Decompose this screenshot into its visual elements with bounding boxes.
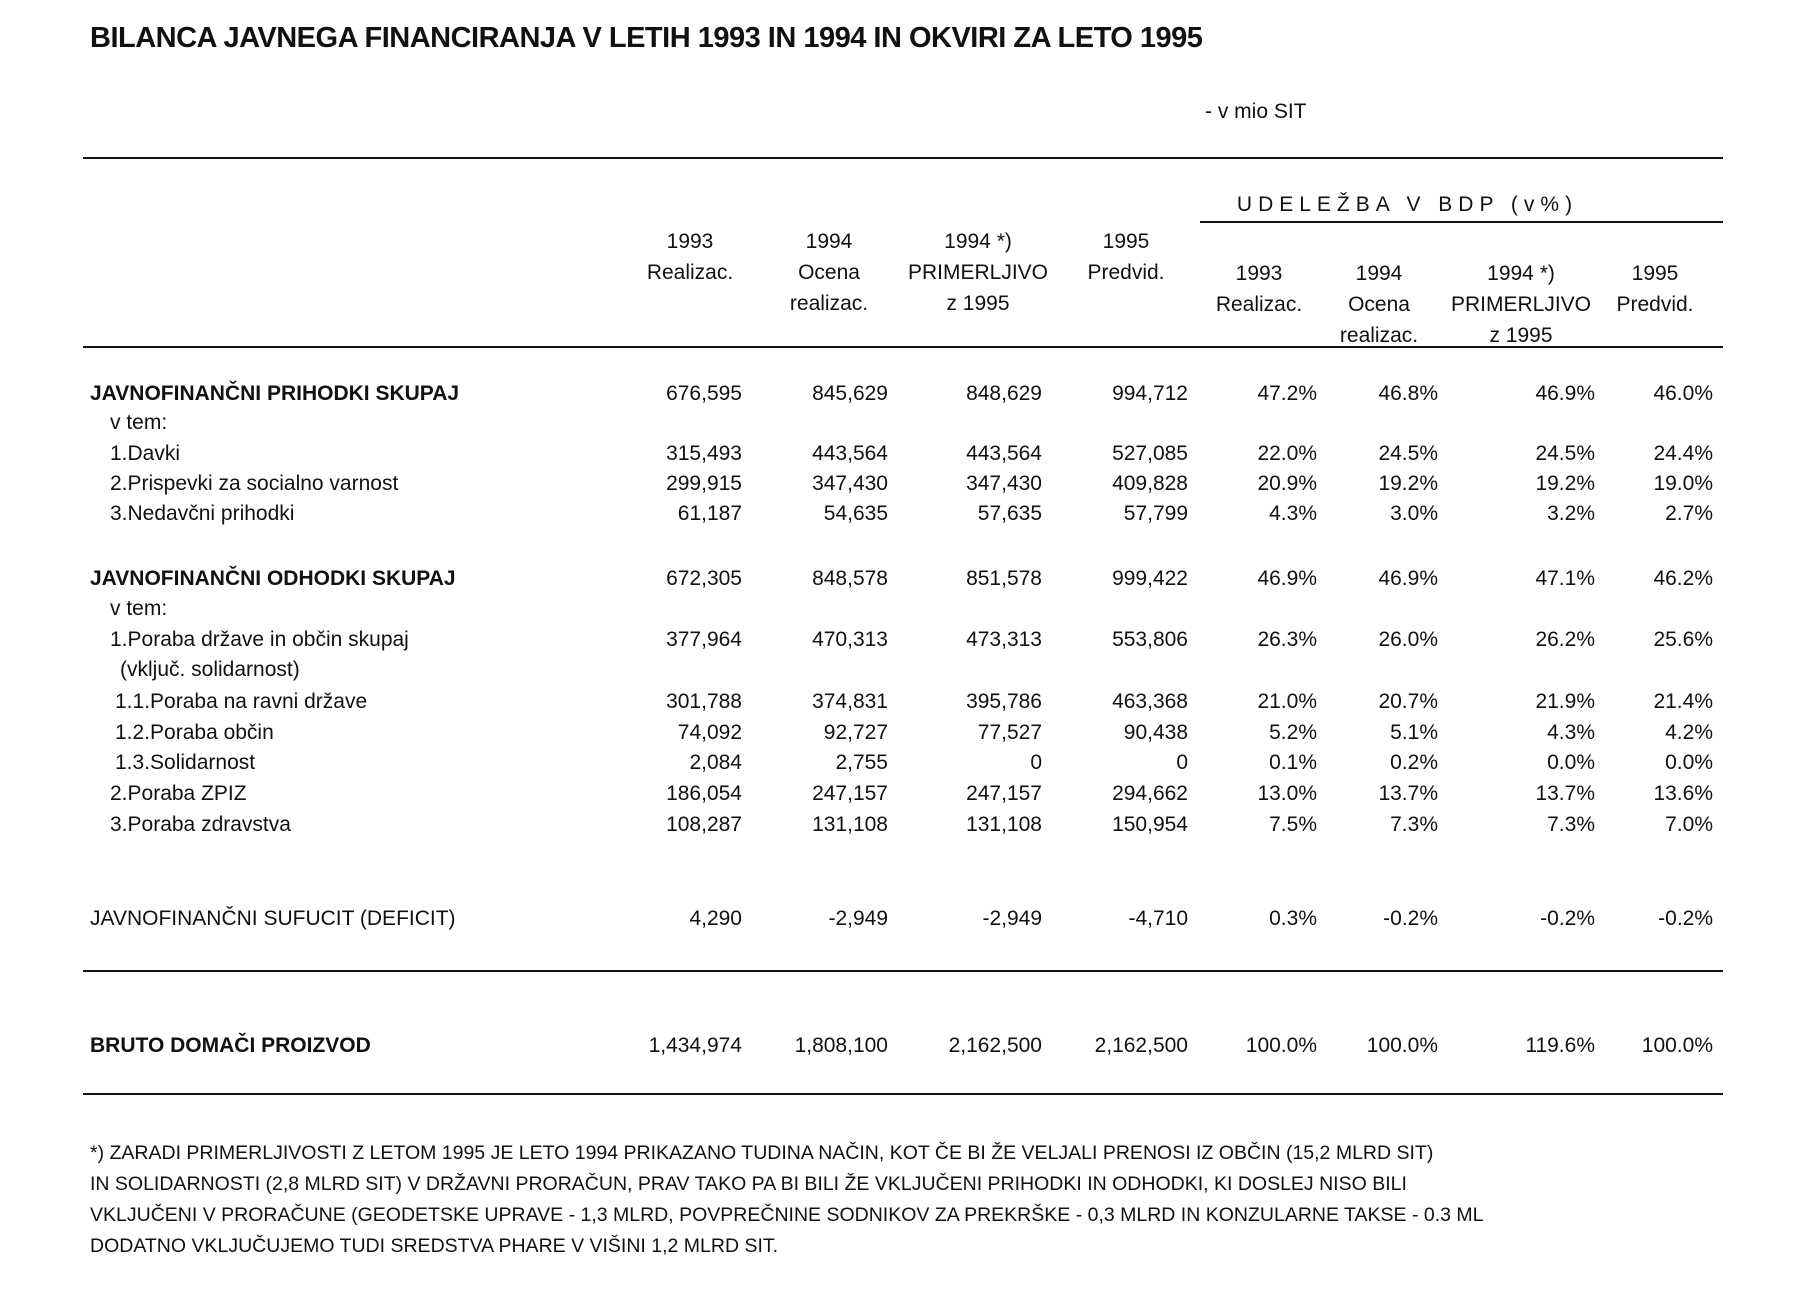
table-row	[0, 442, 1803, 472]
amount-cell: 74,092	[677, 721, 742, 744]
table-row	[0, 751, 1803, 781]
row-label: 1.1.Poraba na ravni države	[115, 690, 368, 713]
amount-cell: 527,085	[1112, 442, 1188, 465]
amount-cell: 150,954	[1112, 813, 1188, 836]
table-row	[0, 658, 1803, 688]
share-cell: 5.2%	[1269, 721, 1317, 744]
share-cell: 0.3%	[1269, 907, 1317, 930]
amount-cell: 186,054	[666, 782, 742, 805]
document-title: BILANCA JAVNEGA FINANCIRANJA V LETIH 1993 IN 1994 IN OKVIRI ZA LETO 1995	[90, 22, 1203, 54]
amount-cell: 4,290	[689, 907, 742, 930]
amount-cell: 395,786	[966, 690, 1042, 713]
amount-cell: 473,313	[966, 628, 1042, 651]
share-cell: 7.0%	[1665, 813, 1713, 836]
share-cell: 0.2%	[1390, 751, 1438, 774]
row-label: 3.Poraba zdravstva	[110, 813, 291, 836]
table-row	[0, 411, 1803, 441]
amount-cell: 2,162,500	[1094, 1034, 1188, 1057]
column-header: 1994 *) PRIMERLJIVO z 1995	[907, 230, 1049, 315]
table-row	[0, 382, 1803, 412]
share-cell: -0.2%	[1540, 907, 1595, 930]
share-cell: 100.0%	[1366, 1034, 1438, 1057]
amount-cell: 54,635	[823, 502, 888, 525]
row-label: v tem:	[110, 597, 168, 620]
bottom-rule	[83, 1093, 1723, 1095]
share-cell: 7.3%	[1390, 813, 1438, 836]
amount-cell: 301,788	[666, 690, 742, 713]
share-cell: 46.9%	[1257, 567, 1317, 590]
column-header: 1994 Ocena realizac.	[1339, 262, 1419, 347]
share-cell: 119.6%	[1525, 1034, 1595, 1057]
share-cell: 0.0%	[1547, 751, 1595, 774]
amount-cell: 347,430	[812, 472, 888, 495]
table-row	[0, 567, 1803, 597]
row-label: BRUTO DOMAČI PROIZVOD	[90, 1034, 371, 1057]
share-cell: 24.5%	[1535, 442, 1595, 465]
table-row	[0, 721, 1803, 751]
column-header: 1993 Realizac.	[646, 230, 734, 284]
table-row	[0, 502, 1803, 532]
row-label: 1.Davki	[110, 442, 181, 465]
share-cell: 0.0%	[1665, 751, 1713, 774]
column-header: 1995 Predvid.	[1616, 262, 1694, 316]
amount-cell: 294,662	[1112, 782, 1188, 805]
amount-cell: 90,438	[1123, 721, 1188, 744]
amount-cell: 994,712	[1112, 382, 1188, 405]
share-cell: 46.8%	[1378, 382, 1438, 405]
footnote-line: IN SOLIDARNOSTI (2,8 MLRD SIT) V DRŽAVNI PRORAČUN, PRAV TAKO PA BI BILI ŽE VKLJUČENI PRIHODKI IN ODHODKI, KI DOSLEJ NISO BILI	[90, 1173, 1407, 1195]
footnote	[90, 1138, 1770, 1262]
share-cell: 46.9%	[1535, 382, 1595, 405]
amount-cell: 470,313	[812, 628, 888, 651]
amount-cell: 0	[1176, 751, 1188, 774]
column-header: 1994 *) PRIMERLJIVO z 1995	[1450, 262, 1592, 347]
share-cell: 47.1%	[1535, 567, 1595, 590]
amount-cell: 999,422	[1112, 567, 1188, 590]
amount-cell: 299,915	[666, 472, 742, 495]
top-rule	[83, 157, 1723, 159]
column-header: 1995 Predvid.	[1087, 230, 1165, 284]
row-label: 1.2.Poraba občin	[115, 721, 274, 744]
table-row	[0, 628, 1803, 658]
share-cell: 26.0%	[1378, 628, 1438, 651]
share-cell: -0.2%	[1658, 907, 1713, 930]
amount-cell: 315,493	[666, 442, 742, 465]
amount-cell: 463,368	[1112, 690, 1188, 713]
amount-cell: 1,808,100	[794, 1034, 888, 1057]
amount-cell: 92,727	[823, 721, 888, 744]
amount-cell: 1,434,974	[648, 1034, 742, 1057]
amount-cell: 845,629	[812, 382, 888, 405]
amount-cell: 2,084	[689, 751, 742, 774]
share-cell: -0.2%	[1383, 907, 1438, 930]
share-cell: 100.0%	[1245, 1034, 1317, 1057]
share-cell: 4.3%	[1269, 502, 1317, 525]
row-label: JAVNOFINANČNI ODHODKI SKUPAJ	[90, 567, 456, 590]
footnote-line: VKLJUČENI V PRORAČUNE (GEODETSKE UPRAVE - 1,3 MLRD, POVPREČNINE SODNIKOV ZA PREKRŠKE - 0,3 MLRD IN KONZULARNE TAKSE - 0.3 ML	[90, 1204, 1484, 1226]
amount-cell: -2,949	[828, 907, 888, 930]
share-cell: 26.3%	[1257, 628, 1317, 651]
share-cell: 19.2%	[1535, 472, 1595, 495]
amount-cell: 851,578	[966, 567, 1042, 590]
share-cell: 24.5%	[1378, 442, 1438, 465]
share-cell: 24.4%	[1653, 442, 1713, 465]
amount-cell: 377,964	[666, 628, 742, 651]
share-cell: 46.2%	[1653, 567, 1713, 590]
share-cell: 22.0%	[1257, 442, 1317, 465]
footnote-line: *) ZARADI PRIMERLJIVOSTI Z LETOM 1995 JE LETO 1994 PRIKAZANO TUDINA NAČIN, KOT ČE BI ŽE VELJALI PRENOSI IZ OBČIN (15,2 MLRD SIT)	[90, 1142, 1434, 1164]
amount-cell: 247,157	[812, 782, 888, 805]
share-cell: 13.7%	[1535, 782, 1595, 805]
row-label: (vključ. solidarnost)	[120, 658, 300, 681]
column-header: 1994 Ocena realizac.	[789, 230, 869, 315]
amount-cell: 443,564	[966, 442, 1042, 465]
share-cell: 7.3%	[1547, 813, 1595, 836]
amount-cell: 2,162,500	[948, 1034, 1042, 1057]
share-cell: 3.2%	[1547, 502, 1595, 525]
share-cell: 20.7%	[1378, 690, 1438, 713]
share-cell: 19.0%	[1653, 472, 1713, 495]
share-cell: 19.2%	[1378, 472, 1438, 495]
amount-cell: 848,629	[966, 382, 1042, 405]
amount-cell: -4,710	[1128, 907, 1188, 930]
share-cell: 0.1%	[1269, 751, 1317, 774]
amount-cell: 247,157	[966, 782, 1042, 805]
share-cell: 4.2%	[1665, 721, 1713, 744]
share-cell: 100.0%	[1641, 1034, 1713, 1057]
share-cell: 25.6%	[1653, 628, 1713, 651]
amount-cell: 131,108	[812, 813, 888, 836]
share-group-label: UDELEŽBA V BDP (v%)	[1236, 193, 1579, 216]
row-label: JAVNOFINANČNI PRIHODKI SKUPAJ	[90, 382, 460, 405]
share-cell: 21.9%	[1535, 690, 1595, 713]
table-row	[0, 690, 1803, 720]
amount-cell: 131,108	[966, 813, 1042, 836]
row-label: 1.3.Solidarnost	[115, 751, 256, 774]
table-row	[0, 1034, 1803, 1064]
share-cell: 5.1%	[1390, 721, 1438, 744]
amount-cell: 108,287	[666, 813, 742, 836]
row-label: 2.Prispevki za socialno varnost	[110, 472, 399, 495]
share-cell: 46.9%	[1378, 567, 1438, 590]
row-label: 3.Nedavčni prihodki	[110, 502, 295, 525]
amount-cell: -2,949	[982, 907, 1042, 930]
footnote-line: DODATNO VKLJUČUJEMO TUDI SREDSTVA PHARE V VIŠINI 1,2 MLRD SIT.	[90, 1235, 779, 1257]
share-cell: 47.2%	[1257, 382, 1317, 405]
share-cell: 13.6%	[1653, 782, 1713, 805]
share-cell: 20.9%	[1257, 472, 1317, 495]
table-row	[0, 782, 1803, 812]
share-cell: 7.5%	[1269, 813, 1317, 836]
share-cell: 3.0%	[1390, 502, 1438, 525]
row-label: 1.Poraba države in občin skupaj	[110, 628, 409, 651]
table-row	[0, 813, 1803, 843]
share-cell: 13.7%	[1378, 782, 1438, 805]
share-cell: 21.0%	[1257, 690, 1317, 713]
unit-note: - v mio SIT	[1205, 100, 1307, 123]
table-row	[0, 907, 1803, 937]
row-label: 2.Poraba ZPIZ	[110, 782, 247, 805]
amount-cell: 676,595	[666, 382, 742, 405]
share-cell: 2.7%	[1665, 502, 1713, 525]
amount-cell: 57,635	[977, 502, 1042, 525]
table-row	[0, 472, 1803, 502]
amount-cell: 57,799	[1123, 502, 1188, 525]
row-label: JAVNOFINANČNI SUFUCIT (DEFICIT)	[90, 907, 456, 930]
amount-cell: 672,305	[666, 567, 742, 590]
amount-cell: 347,430	[966, 472, 1042, 495]
amount-cell: 553,806	[1112, 628, 1188, 651]
amount-cell: 61,187	[677, 502, 742, 525]
amount-cell: 409,828	[1112, 472, 1188, 495]
row-label: v tem:	[110, 411, 168, 434]
share-group-rule	[1200, 221, 1723, 223]
share-cell: 21.4%	[1653, 690, 1713, 713]
share-cell: 46.0%	[1653, 382, 1713, 405]
share-cell: 4.3%	[1547, 721, 1595, 744]
amount-cell: 77,527	[977, 721, 1042, 744]
mid-rule	[83, 970, 1723, 972]
column-header: 1993 Realizac.	[1215, 262, 1303, 316]
amount-cell: 0	[1030, 751, 1042, 774]
amount-cell: 374,831	[812, 690, 888, 713]
table-row	[0, 597, 1803, 627]
amount-cell: 848,578	[812, 567, 888, 590]
share-cell: 13.0%	[1257, 782, 1317, 805]
amount-cell: 2,755	[835, 751, 888, 774]
amount-cell: 443,564	[812, 442, 888, 465]
share-cell: 26.2%	[1535, 628, 1595, 651]
